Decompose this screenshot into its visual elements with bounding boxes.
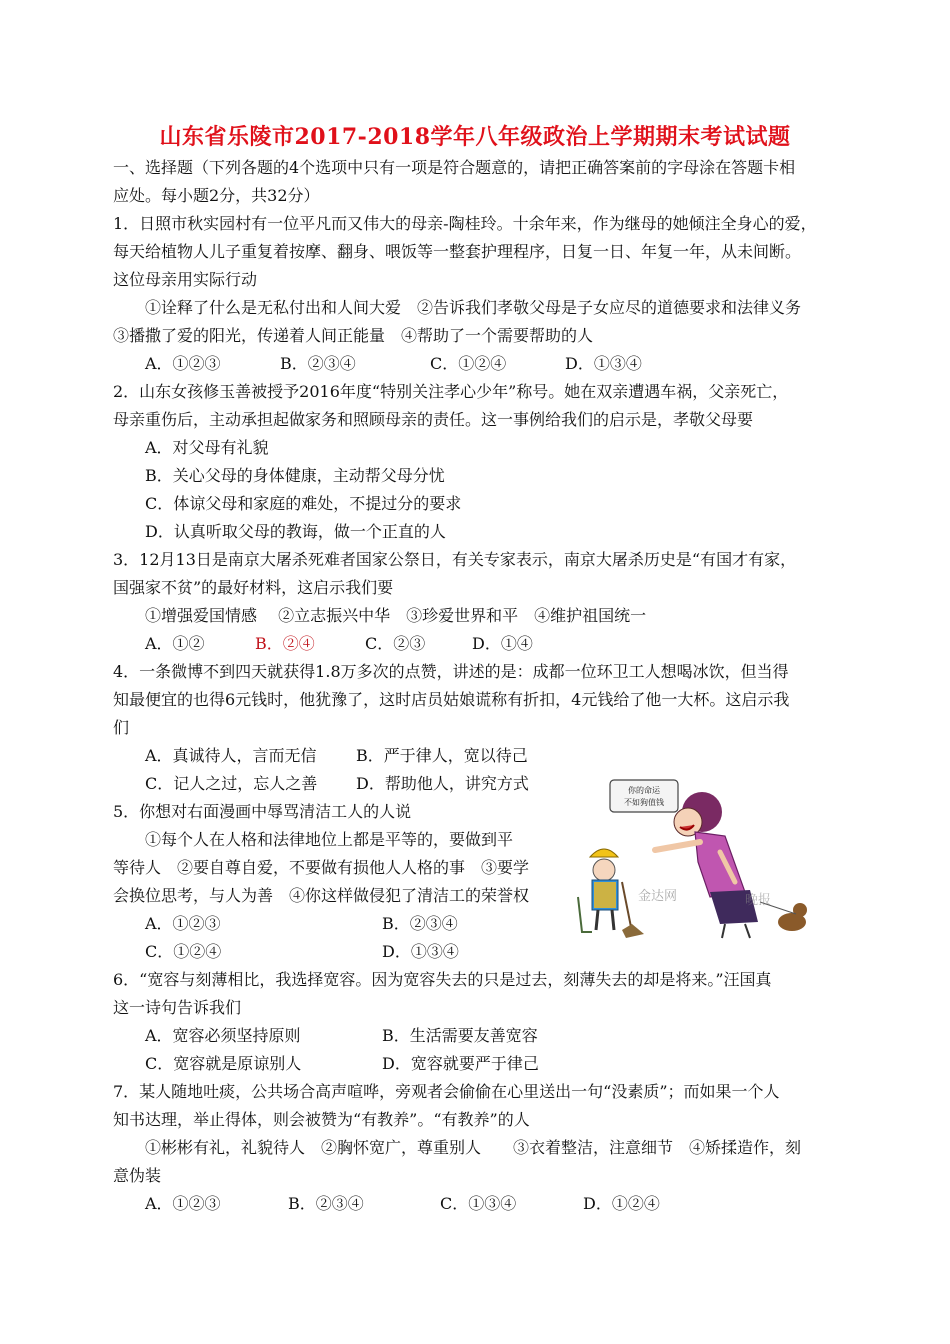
q4-option-a: A．真诚待人，言而无信 bbox=[145, 746, 317, 765]
q1-stem-line: 1．日照市秋实园村有一位平凡而又伟大的母亲-陶桂玲。十余年来，作为继母的她倾注全身心的爱， bbox=[113, 214, 817, 233]
q3-option-b: B．②④ bbox=[255, 634, 315, 653]
q4-option-d: D．帮助他人，讲究方式 bbox=[356, 774, 529, 793]
section-intro-line: 应处。每小题2分，共32分） bbox=[113, 186, 320, 205]
q2-option-c: C．体谅父母和家庭的难处，不提过分的要求 bbox=[145, 494, 462, 513]
svg-text:你的命运: 你的命运 bbox=[628, 786, 660, 795]
cartoon-watermark: 金达网 bbox=[638, 889, 678, 904]
q5-item-line: 等待人 ②要自尊自爱，不要做有损他人人格的事 ③要学 bbox=[113, 858, 530, 877]
q2-stem-line: 2．山东女孩修玉善被授予2016年度“特别关注孝心少年”称号。她在双亲遭遇车祸，父亲死亡， bbox=[113, 382, 789, 401]
q4-option-c: C．记人之过，忘人之善 bbox=[145, 774, 318, 793]
cartoon-watermark-2: 晚报 bbox=[745, 893, 772, 908]
q3-option-c: C．②③ bbox=[365, 634, 426, 653]
q1-option-c: C．①②④ bbox=[430, 354, 507, 373]
q3-stem-line: 国强家不贫”的最好材料，这启示我们要 bbox=[113, 578, 394, 597]
q6-option-b: B．生活需要友善宽容 bbox=[382, 1026, 538, 1045]
q1-stem-line: 每天给植物人儿子重复着按摩、翻身、喂饭等一整套护理程序，日复一日、年复一年，从未间断。 bbox=[113, 242, 802, 261]
woman-figure bbox=[655, 792, 758, 938]
q7-option-d: D．①②④ bbox=[583, 1194, 660, 1213]
q5-item-line: ①每个人在人格和法律地位上都是平等的，要做到平 bbox=[145, 830, 514, 849]
q7-item-line: 意伪装 bbox=[113, 1166, 162, 1185]
section-intro-line: 一、选择题（下列各题的4个选项中只有一项是符合题意的，请把正确答案前的字母涂在答题卡相 bbox=[113, 158, 796, 177]
q6-option-c: C．宽容就是原谅别人 bbox=[145, 1054, 302, 1073]
cartoon-illustration bbox=[560, 772, 818, 942]
q7-option-a: A．①②③ bbox=[145, 1194, 221, 1213]
q6-stem-line: 6．“宽容与刻薄相比，我选择宽容。因为宽容失去的只是过去，刻薄失去的却是将来。”汪国真 bbox=[113, 970, 772, 989]
q4-option-b: B．严于律人，宽以待己 bbox=[356, 746, 528, 765]
q5-option-c: C．①②④ bbox=[145, 942, 222, 961]
q5-option-d: D．①③④ bbox=[382, 942, 459, 961]
cleaner-figure bbox=[578, 849, 644, 938]
q6-option-d: D．宽容就要严于律己 bbox=[382, 1054, 539, 1073]
q6-stem-line: 这一诗句告诉我们 bbox=[113, 998, 242, 1017]
q1-item-line: ①诠释了什么是无私付出和人间大爱 ②告诉我们孝敬父母是子女应尽的道德要求和法律义务 bbox=[145, 298, 802, 317]
q4-stem-line: 们 bbox=[113, 718, 130, 737]
q2-option-a: A．对父母有礼貌 bbox=[145, 438, 269, 457]
q5-option-b: B．②③④ bbox=[382, 914, 458, 933]
q1-stem-line: 这位母亲用实际行动 bbox=[113, 270, 258, 289]
q6-option-a: A．宽容必须坚持原则 bbox=[145, 1026, 301, 1045]
q1-option-d: D．①③④ bbox=[565, 354, 642, 373]
speech-sign bbox=[610, 780, 678, 812]
q7-stem-line: 7．某人随地吐痰，公共场合高声喧哗，旁观者会偷偷在心里送出一句“没素质”；而如果一个人 bbox=[113, 1082, 780, 1101]
page-title: 山东省乐陵市2017-2018学年八年级政治上学期期末考试试题 bbox=[159, 124, 791, 150]
svg-text:不如狗值钱: 不如狗值钱 bbox=[624, 798, 664, 807]
q4-stem-line: 知最便宜的也得6元钱时，他犹豫了，这时店员姑娘谎称有折扣，4元钱给了他一大杯。这启示我 bbox=[113, 690, 790, 709]
q4-stem-line: 4．一条微博不到四天就获得1.8万多次的点赞，讲述的是：成都一位环卫工人想喝冰饮，但当得 bbox=[113, 662, 789, 681]
q5-stem-line: 5．你想对右面漫画中辱骂清洁工人的人说 bbox=[113, 802, 412, 821]
q7-stem-line: 知书达理，举止得体，则会被赞为“有教养”。“有教养”的人 bbox=[113, 1110, 530, 1129]
q2-option-b: B．关心父母的身体健康，主动帮父母分忧 bbox=[145, 466, 445, 485]
q2-option-d: D．认真听取父母的教诲，做一个正直的人 bbox=[145, 522, 446, 541]
q3-stem-line: 3．12月13日是南京大屠杀死难者国家公祭日，有关专家表示，南京大屠杀历史是“有国才有家， bbox=[113, 550, 797, 569]
q7-option-c: C．①③④ bbox=[440, 1194, 517, 1213]
q1-option-b: B．②③④ bbox=[280, 354, 356, 373]
q3-item-line: ①增强爱国情感 ②立志振兴中华 ③珍爱世界和平 ④维护祖国统一 bbox=[145, 606, 647, 625]
q2-stem-line: 母亲重伤后，主动承担起做家务和照顾母亲的责任。这一事例给我们的启示是，孝敬父母要 bbox=[113, 410, 754, 429]
q3-option-a: A．①② bbox=[145, 634, 205, 653]
q5-option-a: A．①②③ bbox=[145, 914, 221, 933]
q7-option-b: B．②③④ bbox=[288, 1194, 364, 1213]
q1-option-a: A．①②③ bbox=[145, 354, 221, 373]
q3-option-d: D．①④ bbox=[472, 634, 533, 653]
q5-item-line: 会换位思考，与人为善 ④你这样做侵犯了清洁工的荣誉权 bbox=[113, 886, 530, 905]
q1-item-line: ③播撒了爱的阳光，传递着人间正能量 ④帮助了一个需要帮助的人 bbox=[113, 326, 594, 345]
q7-item-line: ①彬彬有礼，礼貌待人 ②胸怀宽广，尊重别人 ③衣着整洁，注意细节 ④矫揉造作，刻 bbox=[145, 1138, 802, 1157]
